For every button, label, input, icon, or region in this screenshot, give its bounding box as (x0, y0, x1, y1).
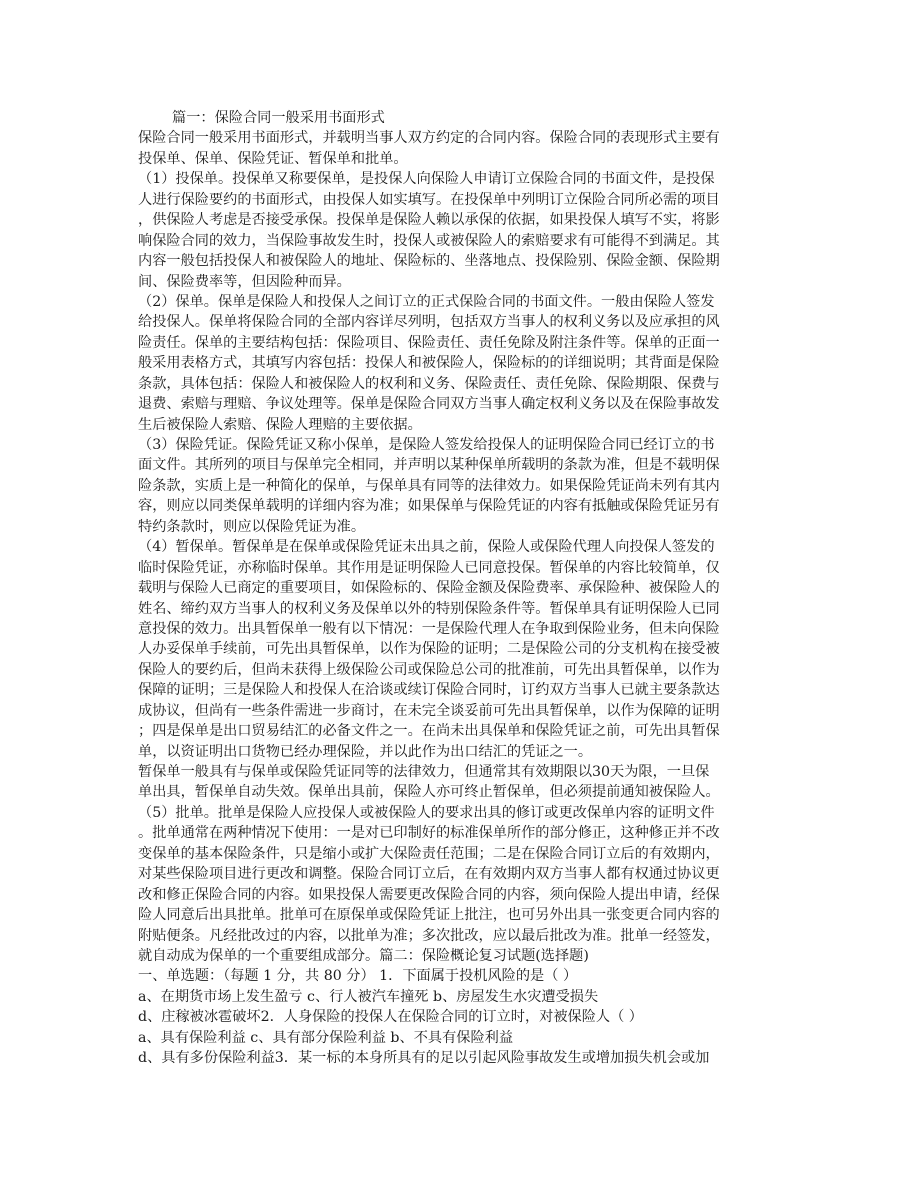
text-line: （5）批单。批单是保险人应投保人或被保险人的要求出具的修订或更改保单内容的证明文件 (138, 804, 715, 821)
text-line: 单出具，暂保单自动失效。保单出具前，保险人亦可终止暂保单，但必须提前通知被保险人。 (138, 784, 720, 801)
text-line: 人办妥保单手续前，可先出具暂保单，以作为保险的证明；二是保险公司的分支机构在接受被 (138, 641, 720, 658)
text-line: 给投保人。保单将保险合同的全部内容详尽列明，包括双方当事人的权利义务以及应承担的风 (138, 314, 720, 331)
text-line: 一、单选题：（每题 1 分，共 80 分） 1．下面属于投机风险的是（ ） (138, 968, 578, 985)
text-line: a、具有保险利益 c、具有部分保险利益 b、不具有保险利益 (138, 1029, 514, 1046)
text-line: 保险合同一般采用书面形式，并载明当事人双方约定的合同内容。保险合同的表现形式主要有 (138, 130, 720, 147)
text-line: 险责任。保单的主要结构包括：保险项目、保险责任、责任免除及附注条件等。保单的正面一 (138, 334, 720, 351)
text-line: 成协议，但尚有一些条件需进一步商讨，在未完全谈妥前可先出具暂保单，以作为保障的证明 (138, 702, 720, 719)
text-line: 临时保险凭证，亦称临时保单。其作用是证明保险人已同意投保。暂保单的内容比较简单，仅 (138, 559, 720, 576)
text-line: 暂保单一般具有与保单或保险凭证同等的法律效力，但通常其有效期限以30天为限，一旦保 (138, 764, 710, 780)
text-line: 意投保的效力。出具暂保单一般有以下情况：一是保险代理人在争取到保险业务，但未向保险 (138, 620, 720, 637)
text-line: 人进行保险要约的书面形式，由投保人如实填写。在投保单中列明订立保险合同所必需的项目 (138, 191, 720, 208)
text-line: 保险人的要约后，但尚未获得上级保险公司或保险总公司的批准前，可先出具暂保单，以作为 (138, 661, 720, 678)
text-line: 面文件。其所列的项目与保单完全相同，并声明以某种保单所载明的条款为准，但是不载明保 (138, 457, 720, 474)
text-line: 对某些保险项目进行更改和调整。保险合同订立后，在有效期内双方当事人都有权通过协议更 (138, 866, 720, 883)
text-line: 保障的证明；三是保险人和投保人在洽谈或续订保险合同时，订约双方当事人已就主要条款达 (138, 682, 720, 699)
text-line: （3）保险凭证。保险凭证又称小保单，是保险人签发给投保人的证明保险合同已经订立的书 (138, 437, 715, 453)
text-line: 般采用表格方式，其填写内容包括：投保人和被保险人，保险标的的详细说明；其背面是保险 (138, 355, 720, 372)
text-line: 特约条款时，则应以保险凭证为准。 (138, 518, 366, 535)
text-line: 载明与保险人已商定的重要项目，如保险标的、保险金额及保险费率、承保险种、被保险人的 (138, 580, 720, 597)
text-line: 投保单、保单、保险凭证、暂保单和批单。 (138, 150, 408, 167)
text-line: 条款，具体包括：保险人和被保险人的权利和义务、保险责任、责任免除、保险期限、保费与 (138, 375, 720, 392)
text-line: （4）暂保单。暂保单是在保单或保险凭证未出具之前，保险人或保险代理人向投保人签发的 (138, 539, 715, 556)
text-line: 容，则应以同类保单载明的详细内容为准；如果保单与保险凭证的内容有抵触或保险凭证另有 (138, 498, 720, 515)
text-line: 。批单通常在两种情况下使用：一是对已印制好的标准保单所作的部分修正，这种修正并不改 (138, 825, 720, 842)
text-line: 附贴便条。凡经批改过的内容，以批单为准；多次批改，应以最后批改为准。批单一经签发， (138, 927, 720, 944)
document-body (138, 108, 786, 1069)
text-line: 改和修正保险合同的内容。如果投保人需要更改保险合同的内容，须向保险人提出申请，经保 (138, 886, 720, 903)
text-line: 险人同意后出具批单。批单可在原保单或保险凭证上批注，也可另外出具一张变更合同内容的 (138, 907, 720, 924)
text-line: 险条款，实质上是一种简化的保单，与保单具有同等的法律效力。如果保险凭证尚未列有其内 (138, 477, 720, 494)
text-line: a、在期货市场上发生盈亏 c、行人被汽车撞死 b、房屋发生水灾遭受损失 (138, 988, 599, 1005)
text-line: 单，以资证明出口货物已经办理保险，并以此作为出口结汇的凭证之一。 (138, 743, 593, 760)
text-line: （2）保单。保单是保险人和投保人之间订立的正式保险合同的书面文件。一般由保险人签发 (138, 293, 715, 310)
text-line: 变保单的基本保险条件，只是缩小或扩大保险责任范围；二是在保险合同订立后的有效期内， (138, 845, 720, 862)
text-line: 内容一般包括投保人和被保险人的地址、保险标的、坐落地点、投保险别、保险金额、保险期 (138, 253, 720, 270)
text-line: d、具有多份保险利益3．某一标的本身所具有的足以引起风险事故发生或增加损失机会或加 (138, 1050, 710, 1067)
document-title: 篇一：保险合同一般采用书面形式 (172, 110, 385, 126)
text-line: ，供保险人考虑是否接受承保。投保单是保险人赖以承保的依据，如果投保人填写不实，将影 (138, 212, 720, 229)
text-line: 生后被保险人索赔、保险人理赔的主要依据。 (138, 416, 422, 433)
text-line: d、庄稼被冰雹破坏2．人身保险的投保人在保险合同的订立时，对被保险人（ ） (138, 1009, 643, 1026)
text-line: 就自动成为保单的一个重要组成部分。篇二：保险概论复习试题(选择题) (138, 947, 589, 964)
text-line: 退费、索赔与理赔、争议处理等。保单是保险合同双方当事人确定权利义务以及在保险事故发 (138, 396, 720, 413)
text-line: ；四是保单是出口贸易结汇的必备文件之一。在尚未出具保单和保险凭证之前，可先出具暂保 (138, 723, 720, 740)
text-line: （1）投保单。投保单又称要保单，是投保人向保险人申请订立保险合同的书面文件，是投保 (138, 171, 715, 188)
text-line: 姓名、缔约双方当事人的权利义务及保单以外的特别保险条件等。暂保单具有证明保险人已同 (138, 600, 720, 617)
text-line: 响保险合同的效力，当保险事故发生时，投保人或被保险人的索赔要求有可能得不到满足。其 (138, 232, 720, 249)
text-line: 间、保险费率等，但因险种而异。 (138, 273, 351, 290)
